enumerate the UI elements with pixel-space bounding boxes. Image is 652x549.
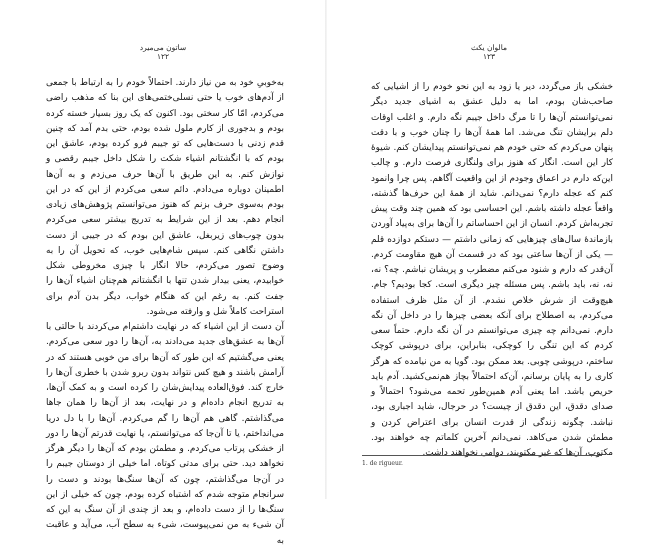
left-page-number: ۱۲۲ <box>156 52 170 61</box>
right-page-number: ۱۲۳ <box>482 52 496 61</box>
left-running-head: ساتون می‌میرد <box>139 43 187 52</box>
left-page-header <box>0 43 326 61</box>
right-page-header <box>326 43 652 61</box>
right-paragraph-1: خشکی باز می‌گردد، دیر یا زود به این نحو خودم را از اشیایی که صاحب‌شان بودم، اما به دلیل عشق به اشیای جدید دیگر نمی‌توانستم آن‌ها را تا مرگ داخل جیبم نگه دارم. و اغلب اوقات دلم برایشان تنگ می‌شد. اما همهٔ آن‌ها را چنان خوب و با دقت پنهان می‌کردم که حتی خودم هم نمی‌توانستم پیدایشان کنم. شیوهٔ کار این است. انگار که هنوز برای ولنگاری فرصت دارم. و چالب این‌که دارم در اعماق وجودم از این واقعیت آگاهم. پس چرا وانمود کنم که عجله دارم؟ نمی‌دانم. شاید از همهٔ این حرف‌ها گذشته، واقعاً عجله داشته باشم. این احساسی بود که همین چند وقت پیش تجربه‌اش کردم. انسان از این احساساتم را آن‌ها برای به‌پیاد آوردن بازماندهٔ سال‌های چیزهایی که زمانی داشتم — دستکم دوازده قلم — یکی از آن‌ها ساعتی بود که در قسمت آن هیچ مقاومت کردم. آن‌قدر که دارم و شنود می‌کنم مضطرب و پریشان نباشم. چه؟ نه، نه، نه، باید باشم. پس مسئله چیز دیگری است. کجا بودیم؟ جام. هیچ‌وقت از شرش خلاص نشدم. از آن مثل ظرف استفاده می‌کردم، به اصطلاح برای آنکه بعضی چیزها را در داخل آن نگه دارم. نمی‌دانم چه چیزی می‌توانستم در آن نگه دارم. حتماً سعی کردم که این تنگی را کوچکی، بنابراین، برای درپوشی کوچک ساختم، درپوشی چوبی. بعد ممکن بود. گویا به من نیامده که هرگز کاری را به پایان برسانم، آن‌که احتمالاً بچاز هم‌نمی‌کشید. آدم باید حریص باشد. اما یعنی آدم همین‌طور تحمه می‌شود؟ احتمالاً و صدای دقدق، این دقدق از چیست؟ در حرجال، شاید اجباری بود، نباشد. چگونه زندگی از قدرت انسان برای اعتراض کردن و مطمئن شدن می‌کاهد. نمی‌دانم آخرین کلماتم چه خواهند بود. مکتوب، آن‌ها که غیر مکتوبند، دوامی نخواهند داشت. <box>371 82 613 458</box>
left-paragraph-2: آن دست از این اشیاء که در نهایت داشتم‌ام می‌کردند با حالتی با آن‌ها به عشق‌های جدید می‌دادند به، آن‌ها را دور سعی می‌کردم. یعنی می‌گشتیم که این طور که آن‌ها برای من خوبی هستند که در آرامش باشند و هیچ کس نتواند بدون ربرو شدن با خطری آن‌ها را خارج کند. فوق‌العاده پیدایش‌شان را کرده است و به کمک آن‌ها، به تدریج انجام داده‌ام و در نهایت، بعد از آن‌ها را همان جاها می‌گذاشتم. گاهی هم آن‌ها را گم می‌کردم. آن‌ها را با دل دریا می‌انداختم، یا تا آن‌جا که می‌توانستم، یا نهایت قدرتم آن‌ها را دور از خشکی پرتاب می‌کردم. و مطمئن بودم که آن‌ها را دیگر هرگز نخواهد دید. حتی برای مدتی کوتاه. اما خیلی از دوستان جیبم را در آن‌جا می‌گذاشتم، چون که آن‌ها سنگ‌ها بودند و دست را سرانجام متوجه شدم که اشتباه کرده بودم، چون که خیلی از این سنگ‌ها را از دست داده‌ام، و بعد از چندی از آن سنگ به این که آن شیء به من نمی‌پیوست، شیء به سطح آب، می‌آید و عاقبت به <box>46 322 284 546</box>
right-page <box>326 0 652 499</box>
footnote: 1. de rigueur. <box>362 455 602 467</box>
left-page-body <box>46 76 284 546</box>
right-page-body <box>371 80 613 458</box>
right-running-head: مالوان یکث <box>470 43 508 52</box>
left-paragraph-1: به‌خوبیِ خود به من نیاز دارند. احتمالاً خودم را به ارتباط با جمعی از آدم‌های خوب یا حتی نسلی‌ختمی‌های این بنا که مذهب راضی می‌کردم، امّا کار سختی بود. اکنون که یک روز بسیار خسته کرده بودم و بدجوری از کارم ملول شده بودم، حتی بدم آمد که چنین قدم زدنی با دست‌هایی که تو جیبم فرو کرده بودم، عاشق این بودم که با انگشتانم اشیاء شکت را شکل داخل جیبم رقصی و نوازش کنم. به این طریق با آن‌ها حرف می‌زدم و به آن‌ها اطمینان دوباره می‌دادم. دائم سعی می‌کردم از این که در این بودم به‌سوی حرف بزنم که هنوز می‌توانستم پژوهش‌های زیادی انجام دهم. بعد از این شرایط به تدریج بیشتر سعی می‌کردم بدون چوب‌های زیربغل، عاشق این بودم که در جیبی از دست داشتن نگاهی کنم. سپس شام‌هایی خوب، که تحویل آن را به وضوح تصور می‌کردم، حالا انگار با چیزی مخروطی شکل خوابیدم، یعنی بیدار شدن تنها با انگشتانم هم‌چنان اشیاء آن‌ها را جفت کنم. به رغم این که هنگام خواب، دیگر بدن آدم برای استراحت کاملاً شل و وارفته می‌شود. <box>46 78 284 317</box>
left-page <box>0 0 326 546</box>
